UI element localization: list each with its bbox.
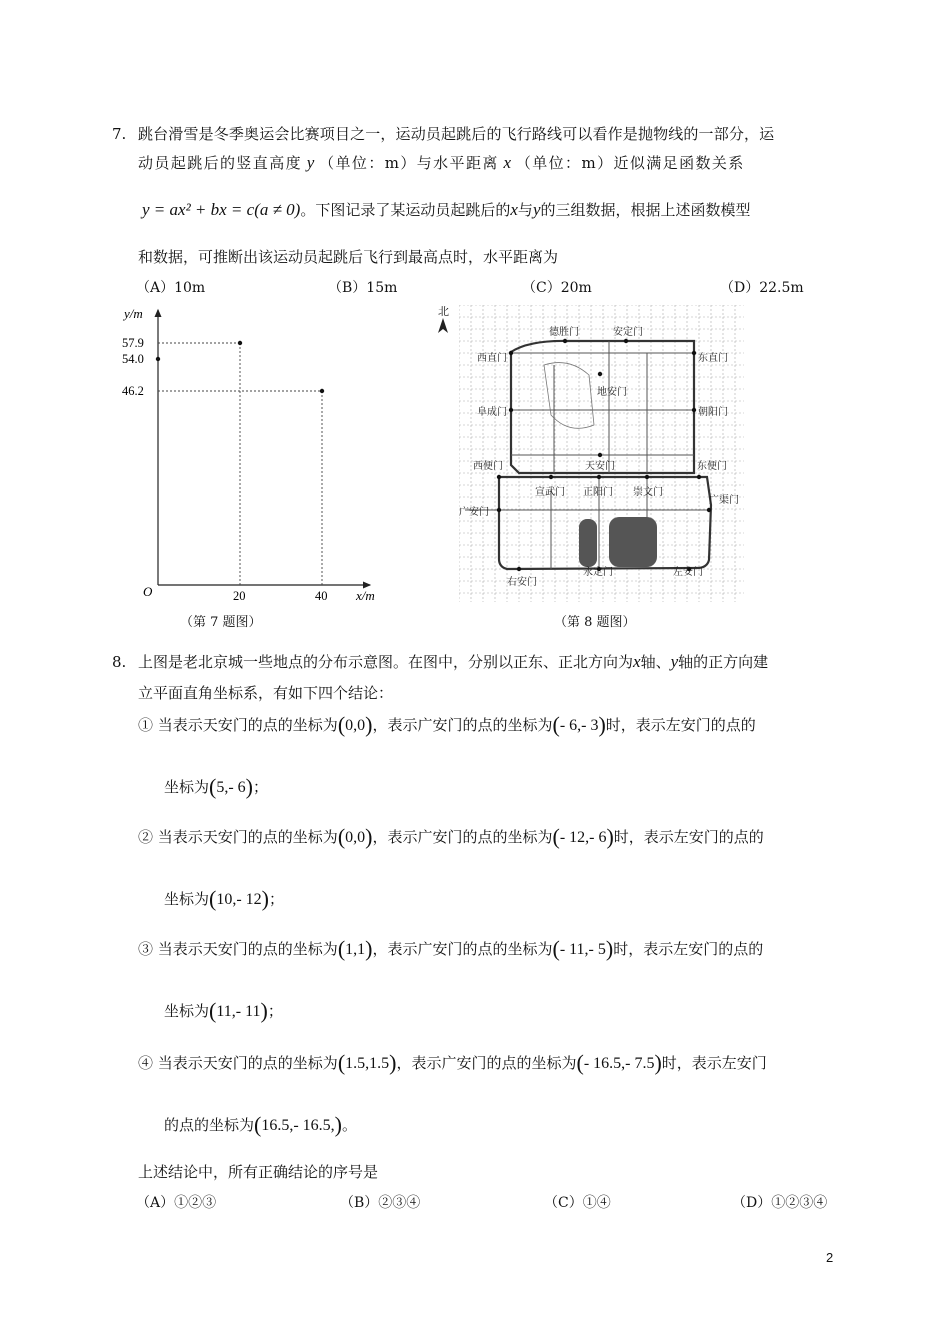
q7-caption: （第 7 题图）: [180, 615, 262, 630]
coord-zuoanmen: 11,- 11: [216, 1003, 261, 1020]
coord-tiananmen: 1.5,1.5: [345, 1055, 390, 1072]
label-dongzhimen: 东直门: [698, 353, 728, 364]
q7-var-y: y: [306, 153, 315, 172]
coord-tiananmen: 1,1: [345, 941, 366, 958]
coord-guanganmen: - 12,- 6: [559, 829, 607, 846]
statement-line2: 坐标为: [164, 1002, 210, 1020]
q8-option-c: （C）①④: [544, 1195, 611, 1211]
q7-line3-b: 与: [517, 201, 533, 219]
statement-mid: ，表示广安门的点的坐标为: [372, 828, 553, 846]
q7-number: 7.: [112, 125, 127, 143]
q8-number: 8.: [112, 653, 127, 671]
label-yongdingmen: 永定门: [583, 567, 613, 578]
coord-guanganmen: - 16.5,- 7.5: [583, 1055, 655, 1072]
statement-end: ；: [267, 1002, 283, 1020]
q7-option-d: （D）22.5m: [720, 280, 804, 296]
statement-mark: ④: [138, 1054, 154, 1072]
coord-zuoanmen: 10,- 12: [216, 891, 262, 908]
data-point-2: [320, 389, 324, 393]
q7-option-a: （A）10m: [136, 280, 206, 296]
statement-mid: ，表示广安门的点的坐标为: [372, 940, 553, 958]
inner-roads: [511, 341, 694, 473]
q8-line1-b: 轴、: [640, 653, 671, 671]
q8-option-d: （D）①②③④: [732, 1195, 828, 1211]
q8-statement-4: ④ 当表示天安门的点的坐标为(1.5,1.5)，表示广安门的点的坐标为(- 16.5,- 7.5)时，表示左安门: [138, 1050, 767, 1075]
statement-pre: 当表示天安门的点的坐标为: [157, 716, 338, 734]
statement-pre: 当表示天安门的点的坐标为: [157, 828, 338, 846]
north-arrow-icon: [436, 317, 450, 335]
label-zuoanmen: 左安门: [673, 567, 703, 578]
q8-statement-3: ③ 当表示天安门的点的坐标为(1,1)，表示广安门的点的坐标为(- 11,- 5)时，表示左安门的点的: [138, 936, 764, 961]
coord-zuoanmen: 5,- 6: [216, 779, 246, 796]
q7-chart: [118, 300, 378, 600]
x-axis-label: x/m: [356, 588, 375, 600]
q8-statement-2-line2: 坐标为(10,- 12)；: [164, 886, 285, 911]
statement-pre: 当表示天安门的点的坐标为: [157, 1054, 338, 1072]
temple-of-agriculture: [579, 519, 597, 567]
label-zhengyangmen: 正阳门: [583, 487, 613, 498]
q8-line1-a: 上图是老北京城一些地点的分布示意图。在图中，分别以正东、正北方向为: [138, 653, 634, 671]
north-label: 北: [438, 305, 449, 318]
label-xibianmen: 西便门: [473, 461, 503, 472]
coord-guanganmen: - 6,- 3: [559, 717, 599, 734]
statement-line2: 的点的坐标为: [164, 1116, 255, 1134]
q7-line3: [142, 200, 751, 220]
q7-line2-b: （单位：m）与水平距离: [319, 154, 499, 172]
statement-pre: 当表示天安门的点的坐标为: [157, 940, 338, 958]
statement-mark: ①: [138, 716, 154, 734]
data-point-1: [238, 341, 242, 345]
q8-line1: [138, 652, 768, 672]
label-guanganmen: 广安门: [459, 507, 489, 518]
q8-statement-4-line2: 的点的坐标为(16.5,- 16.5,)。: [164, 1112, 358, 1137]
statement-end: ；: [253, 778, 269, 796]
q8-statement-1-line2: 坐标为(5,- 6)；: [164, 774, 269, 799]
label-chaoyangmen: 朝阳门: [698, 407, 728, 418]
label-fuchengmen: 阜成门: [477, 407, 507, 418]
x-tick-label: 20: [233, 589, 246, 600]
y-tick-label: 46.2: [122, 384, 144, 398]
label-andingmen: 安定门: [613, 327, 643, 338]
q7-line3-a: 。下图记录了某运动员起跳后的: [300, 201, 511, 219]
data-point-0: [156, 357, 160, 361]
coord-zuoanmen: 16.5,- 16.5,: [261, 1117, 335, 1134]
origin-label: O: [143, 584, 153, 599]
label-tiananmen: 天安门: [585, 461, 615, 472]
q8-statement-3-line2: 坐标为(11,- 11)；: [164, 998, 283, 1023]
q8-var-x: x: [633, 652, 641, 671]
q8-option-a: （A）①②③: [136, 1195, 217, 1211]
statement-end: 。: [342, 1116, 358, 1134]
statement-post: 时，表示左安门的点的: [613, 828, 764, 846]
label-chongwenmen: 崇文门: [633, 487, 663, 498]
label-guangqumen: 广渠门: [709, 495, 739, 506]
statement-mid: ，表示广安门的点的坐标为: [396, 1054, 577, 1072]
lakes: [544, 363, 594, 429]
q8-statement-2: ② 当表示天安门的点的坐标为(0,0)，表示广安门的点的坐标为(- 12,- 6)时，表示左安门的点的: [138, 824, 764, 849]
chart-ticks: [122, 336, 328, 600]
statement-mark: ③: [138, 940, 154, 958]
q7-var-x: x: [503, 153, 512, 172]
x-tick-label: 40: [315, 589, 328, 600]
q7-var-y2: y: [532, 200, 541, 219]
q8-line2: 立平面直角坐标系，有如下四个结论：: [138, 684, 394, 702]
label-youanmen: 右安门: [507, 577, 537, 588]
coord-tiananmen: 0,0: [345, 829, 366, 846]
statement-mid: ，表示广安门的点的坐标为: [372, 716, 553, 734]
label-xuanwumen: 宣武门: [535, 487, 565, 498]
statement-line2: 坐标为: [164, 890, 210, 908]
beijing-map: [459, 305, 744, 602]
q8-option-b: （B）②③④: [340, 1195, 421, 1211]
q7-var-x2: x: [510, 200, 518, 219]
chart-guides: [158, 343, 322, 585]
statement-mark: ②: [138, 828, 154, 846]
inner-city-wall: [511, 341, 694, 473]
label-xizhimen: 西直门: [477, 353, 507, 364]
q7-line2: [138, 153, 745, 173]
q8-map-caption: （第 8 题图）: [554, 615, 636, 630]
q8-line1-c: 轴的正方向建: [678, 653, 769, 671]
statement-line2: 坐标为: [164, 778, 210, 796]
statement-post: 时，表示左安门: [661, 1054, 767, 1072]
q7-formula: y = ax² + bx = c(a ≠ 0): [142, 200, 301, 219]
statement-post: 时，表示左安门的点的: [605, 716, 756, 734]
q8-summary: 上述结论中，所有正确结论的序号是: [138, 1163, 379, 1181]
q7-line2-a: 动员起跳后的竖直高度: [138, 154, 303, 172]
y-tick-label: 57.9: [122, 336, 144, 350]
coord-guanganmen: - 11,- 5: [559, 941, 606, 958]
q7-option-b: （B）15m: [328, 280, 398, 296]
label-deshengmen: 德胜门: [549, 327, 579, 338]
page-number: 2: [826, 1250, 834, 1265]
statement-post: 时，表示左安门的点的: [613, 940, 764, 958]
label-dianmen: 地安门: [597, 387, 627, 398]
q7-line2-c: （单位：m）近似满足函数关系: [515, 154, 745, 172]
y-tick-label: 54.0: [122, 352, 144, 366]
label-dongbianmen: 东便门: [697, 461, 727, 472]
q7-option-c: （C）20m: [522, 280, 592, 296]
q8-var-y: y: [670, 652, 679, 671]
temple-of-heaven: [609, 517, 657, 567]
q8-statement-1: ① 当表示天安门的点的坐标为(0,0)，表示广安门的点的坐标为(- 6,- 3)时，表示左安门的点的: [138, 712, 756, 737]
q7-line4: 和数据，可推断出该运动员起跳后飞行到最高点时，水平距离为: [138, 248, 559, 266]
q7-line1: 跳台滑雪是冬季奥运会比赛项目之一，运动员起跳后的飞行路线可以看作是抛物线的一部分，运: [138, 125, 775, 143]
statement-end: ；: [269, 890, 285, 908]
y-axis-label: y/m: [124, 306, 143, 321]
q7-line3-c: 的三组数据，根据上述函数模型: [540, 201, 751, 219]
coord-tiananmen: 0,0: [345, 717, 366, 734]
